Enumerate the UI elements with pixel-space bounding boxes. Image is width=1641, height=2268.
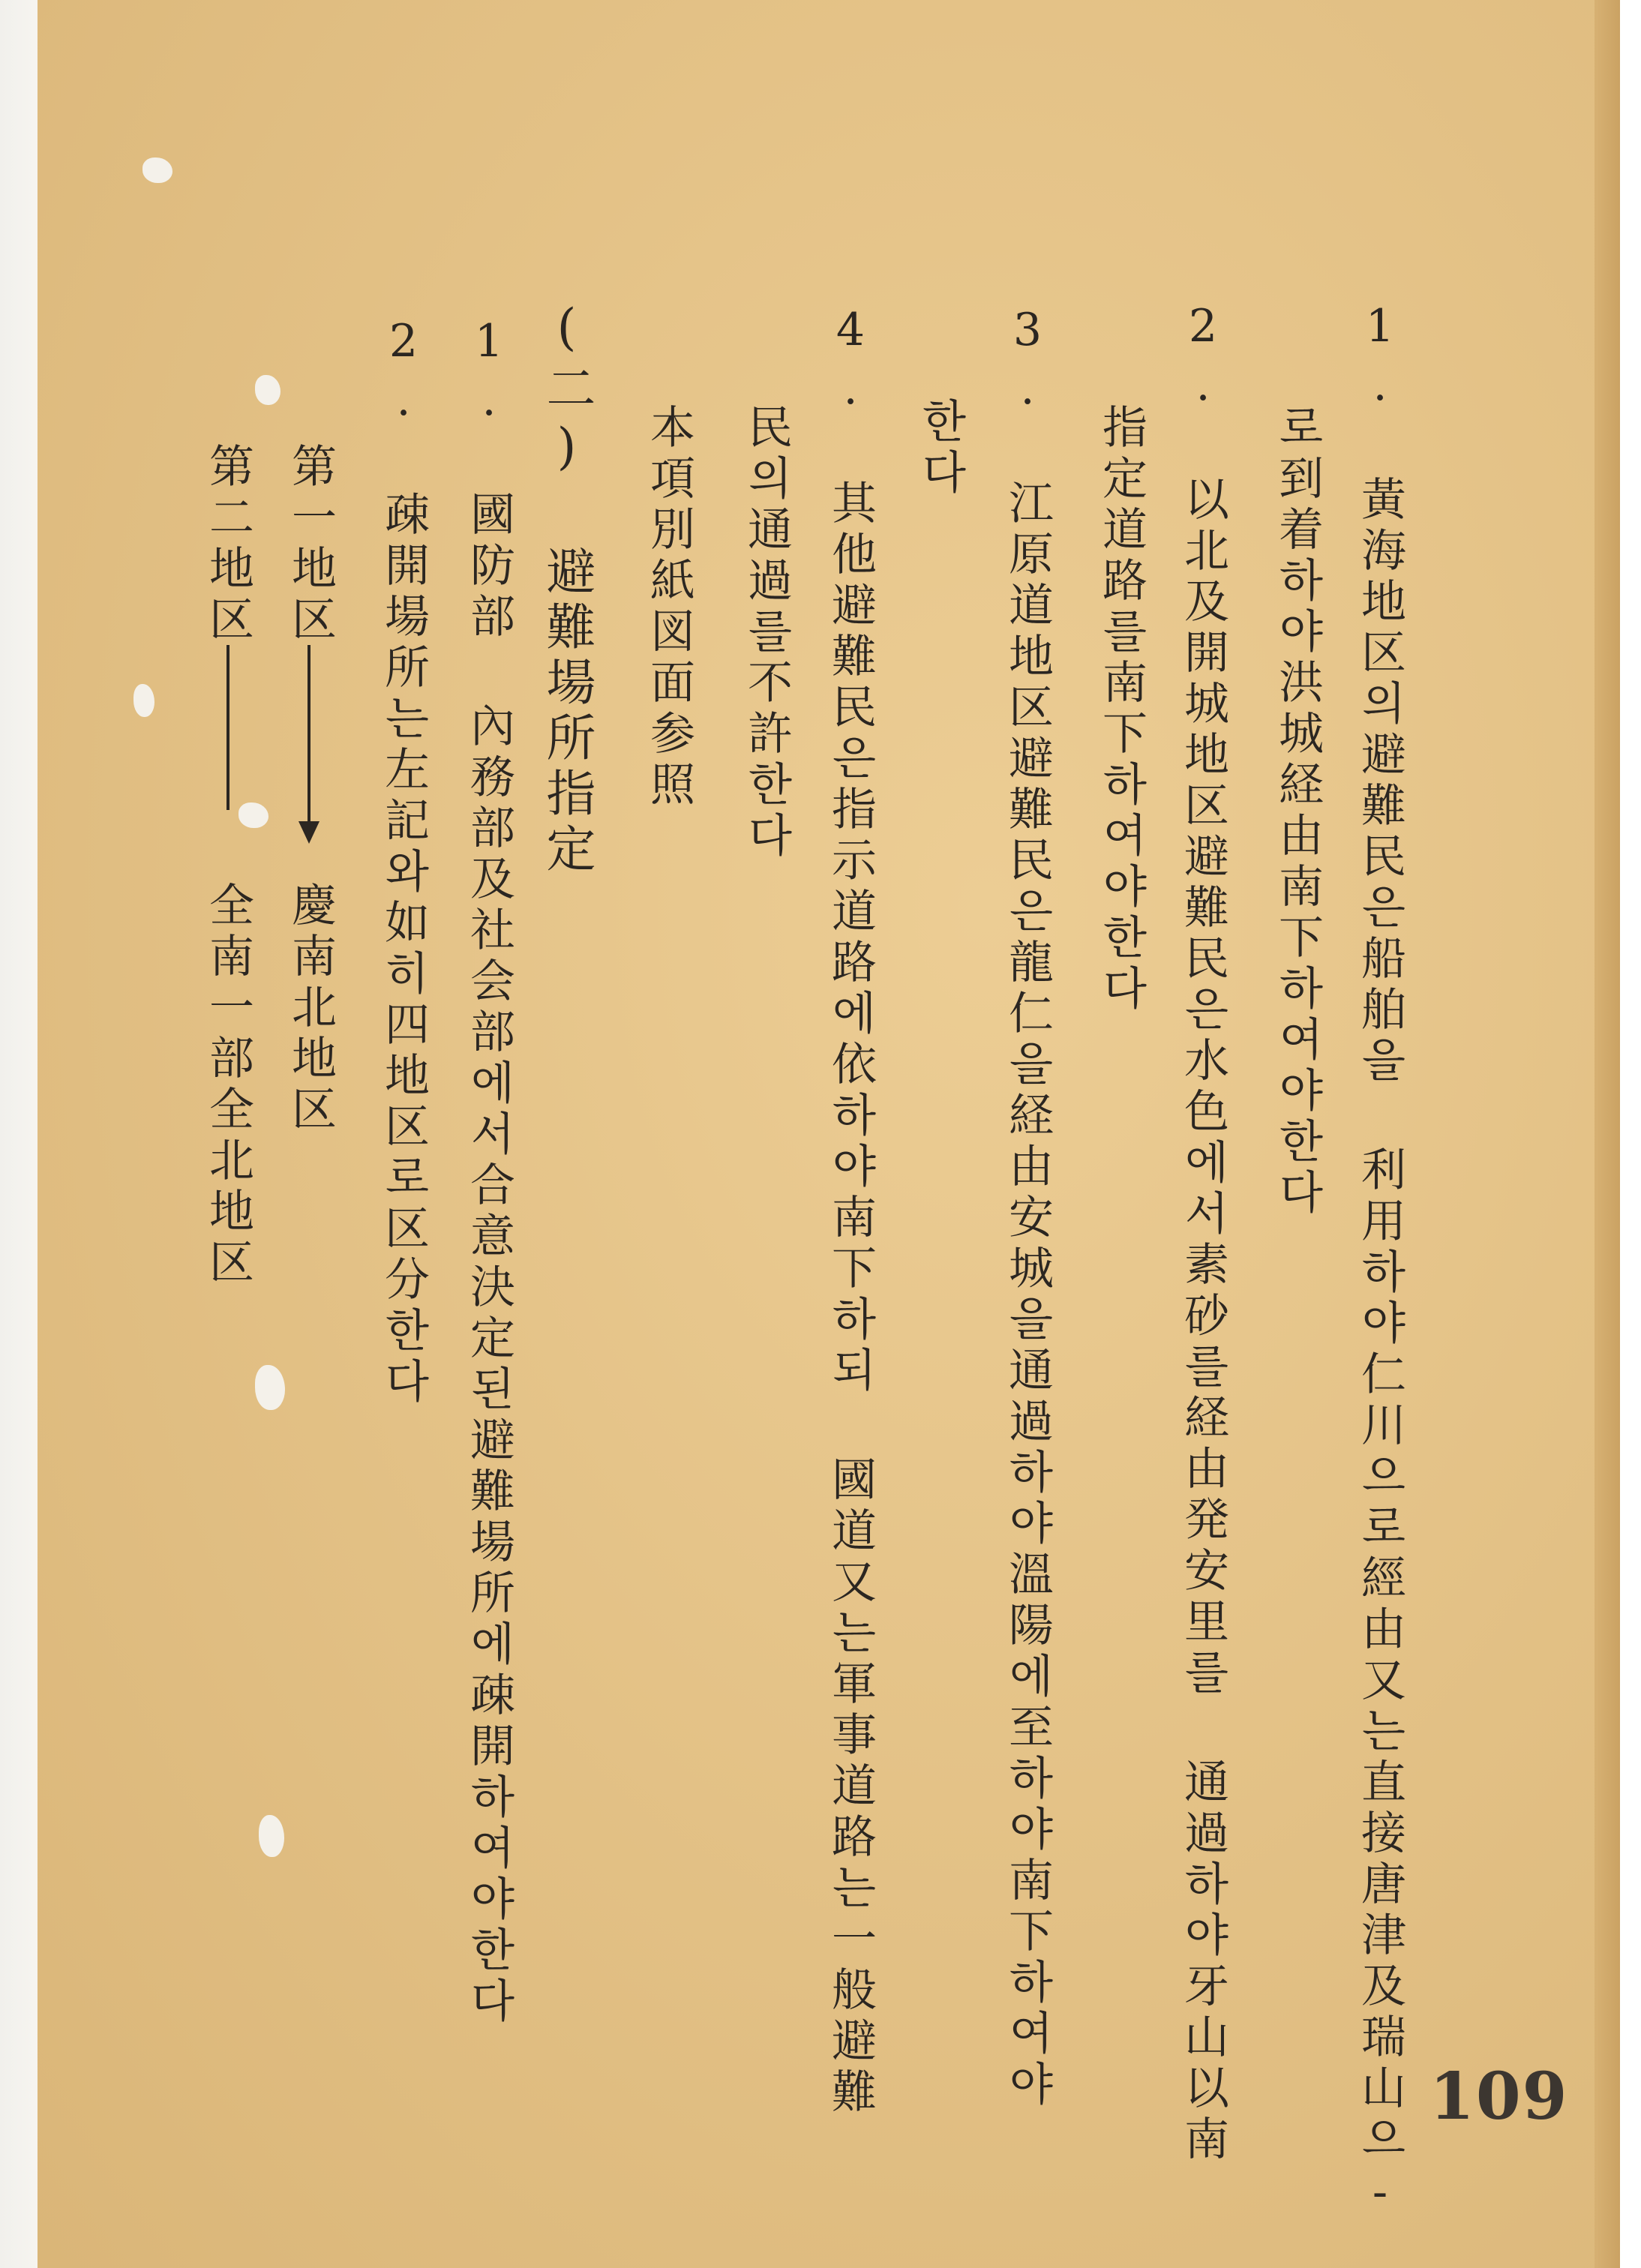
text-column-4b: 民의通過를不許한다 (740, 404, 793, 862)
text-column-1b: 로到着하야洪城経由南下하여야한다 (1271, 404, 1324, 1220)
region-2-value: 全南一部全北地区 (202, 881, 254, 1289)
region-1-label: 第一地区 (284, 442, 337, 646)
page-edge (1594, 0, 1620, 2268)
text-column-6: 1. 國防部 內務部及社会部에서合意決定된避難場所에疎開하여야한다 (463, 315, 515, 2028)
text-column-7: 2. 疎開場所는左記와如히四地区로区分한다 (377, 315, 430, 1408)
text-column-3b: 한다 (914, 398, 967, 500)
binder-hole (255, 375, 280, 405)
text-column-2b: 指定道路를南下하여야한다 (1095, 404, 1148, 1016)
binder-hole (134, 684, 154, 717)
text-column-3: 3. 江原道地区避難民은龍仁을経由安城을通過하야溫陽에至하야南下하여야 (1001, 304, 1054, 2111)
page-number: 109 (1430, 2059, 1569, 2134)
section-heading: (二) 避難場所指定 (538, 298, 596, 878)
text-column-5: 本項別紙図面参照 (643, 404, 695, 812)
text-column-4: 4. 其他避難民은指示道路에依하야南下하되 國道又는軍事道路는一般避難 (824, 304, 877, 2119)
region-2-label: 第二地区 (202, 442, 254, 646)
text-column-1: 1. 黃海地区의避難民은船舶을 利用하야仁川으로經由又는直接唐津及瑞山으- (1354, 300, 1406, 2224)
region-1-value: 慶南北地区 (284, 881, 337, 1136)
region-1-arrowhead (298, 821, 320, 844)
text-column-2: 2. 以北及開城地区避難民은水色에서素砂를経由発安里를 通過하야牙山以南 (1177, 300, 1229, 2166)
binder-hole (238, 802, 268, 828)
region-1-arrow (308, 645, 310, 825)
region-2-arrow (226, 645, 230, 810)
binder-hole (142, 158, 172, 183)
